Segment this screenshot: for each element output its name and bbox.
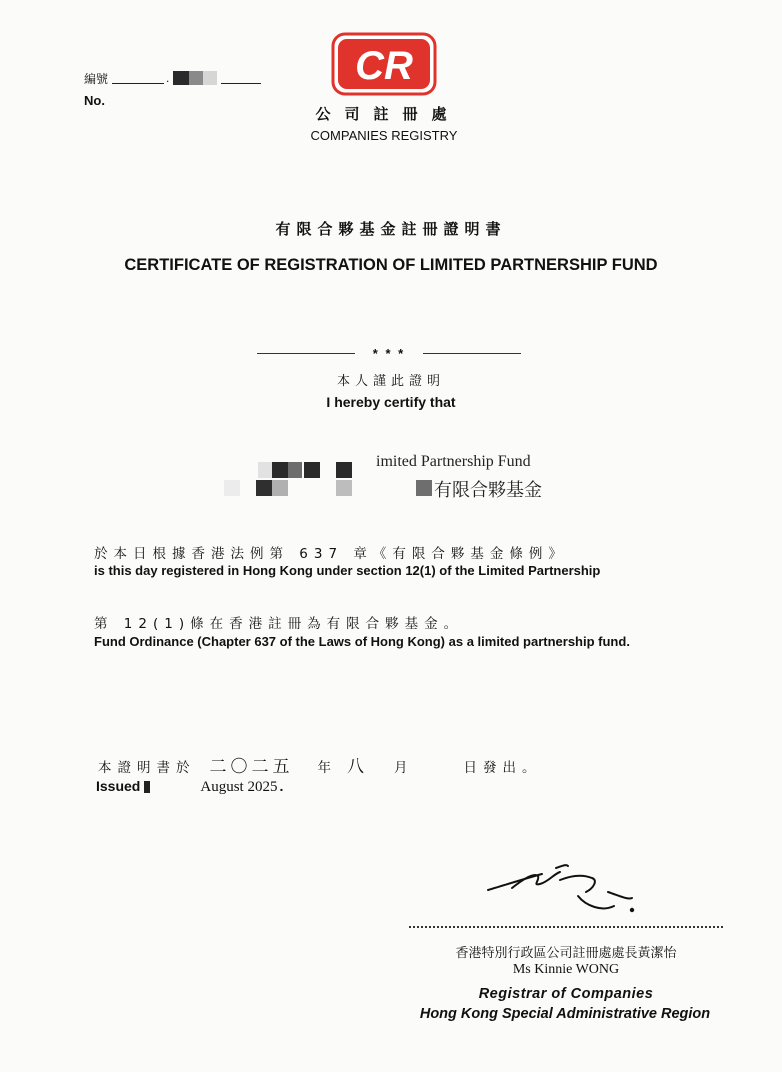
companies-registry-logo — [331, 32, 437, 96]
handwritten-signature — [482, 862, 642, 922]
issue-day-redaction — [144, 781, 150, 793]
redaction-block — [203, 71, 217, 85]
registration-statement-en-line2: Fund Ordinance (Chapter 637 of the Laws of Hong Kong) as a limited partnership fund. — [94, 634, 630, 649]
signatory-region-en: Hong Kong Special Administrative Region — [419, 1006, 711, 1022]
issue-date-en — [96, 778, 283, 796]
signatory-title-en: Registrar of Companies — [478, 986, 654, 1002]
issue-month-unit-cn: 月 — [394, 760, 408, 776]
divider-rule — [423, 353, 521, 354]
issue-year-unit-cn: 年 — [317, 760, 331, 776]
certificate-title-en: CERTIFICATE OF REGISTRATION OF LIMITED PARTNERSHIP FUND — [124, 256, 658, 274]
signatory-name-en: Ms Kinnie WONG — [512, 962, 620, 977]
redaction-block — [173, 71, 189, 85]
certify-statement-en: I hereby certify that — [326, 394, 456, 410]
divider-stars: * * * — [372, 346, 406, 361]
registration-statement-en-line1: is this day registered in Hong Kong under section 12(1) of the Limited Partnership — [94, 563, 601, 578]
issue-date-period: . — [279, 778, 284, 794]
reference-underline — [112, 73, 164, 84]
signature-dotted-line — [409, 926, 723, 928]
registration-statement-cn-line1: 於本日根據香港法例第 637 章《有限合夥基金條例》 — [94, 546, 568, 562]
registry-name-cn: 公司註冊處 — [315, 105, 461, 123]
issue-prefix-cn: 本證明書於 — [98, 760, 196, 776]
certificate-title-cn: 有限合夥基金註冊證明書 — [275, 220, 507, 238]
registration-statement-cn-line2: 第 12(1)條在香港註冊為有限合夥基金。 — [94, 616, 464, 632]
reference-label-cn: 編號 — [84, 71, 109, 86]
issue-day-suffix-cn: 日發出。 — [463, 760, 542, 776]
issued-label: Issued — [96, 778, 141, 794]
reference-underline — [221, 73, 261, 84]
issue-month-cn: 八 — [347, 757, 368, 777]
stars-divider — [257, 346, 521, 361]
redaction-block — [189, 71, 203, 85]
reference-separator: . — [166, 71, 170, 85]
reference-label-en: No. — [84, 93, 105, 108]
fund-name-en: imited Partnership Fund — [376, 453, 531, 470]
divider-rule — [257, 353, 355, 354]
reference-number — [84, 70, 261, 108]
issue-date-cn — [98, 752, 542, 777]
signatory-title-cn: 香港特別行政區公司註冊處處長黃潔怡 — [455, 946, 677, 961]
issue-year-cn: 二〇二五 — [209, 757, 294, 777]
issue-date-en-value: August 2025 — [200, 779, 278, 795]
certify-statement-cn: 本人謹此證明 — [336, 374, 445, 389]
fund-name-cn: 有限合夥基金 — [434, 480, 542, 501]
logo-text: CR — [355, 44, 413, 88]
registry-name-en: COMPANIES REGISTRY — [310, 128, 458, 143]
